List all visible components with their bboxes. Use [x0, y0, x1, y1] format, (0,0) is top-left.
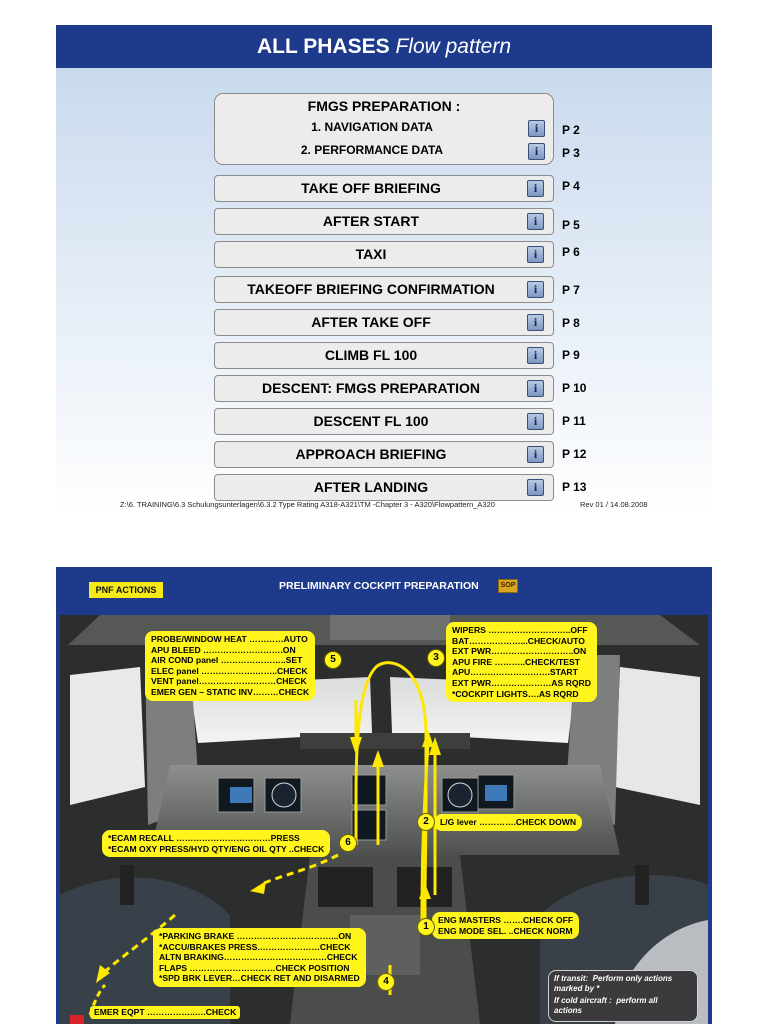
sop-icon[interactable]: SOP — [498, 579, 518, 593]
pnf-actions-badge: PNF ACTIONS — [89, 582, 163, 598]
page-ref: P 3 — [562, 146, 580, 160]
slide-title — [56, 25, 712, 68]
note-line: actions — [554, 1006, 583, 1015]
phase-label: AFTER TAKE OFF — [311, 314, 431, 330]
info-icon[interactable]: i — [527, 314, 544, 331]
cockpit-preparation-slide — [56, 567, 712, 1024]
info-icon[interactable]: i — [527, 413, 544, 430]
page-ref: P 2 — [562, 123, 580, 137]
phase-label: AFTER START — [322, 213, 420, 229]
page-ref: P 11 — [562, 414, 586, 428]
callout-step-1: ENG MASTERS …….CHECK OFF ENG MODE SEL. ..CHECK NORM — [432, 912, 579, 939]
step-number-6: 6 — [339, 834, 357, 852]
phase-label: TAKE OFF BRIEFING — [301, 180, 441, 196]
note-line: If transit: Perform only actions — [554, 974, 673, 983]
step-7-marker — [70, 1015, 84, 1024]
page-ref: P 13 — [562, 480, 587, 494]
info-icon[interactable]: i — [527, 246, 544, 263]
page-ref: P 6 — [562, 245, 580, 259]
phase-button-climb-fl-100[interactable] — [214, 342, 554, 369]
info-icon[interactable]: i — [527, 180, 544, 197]
step-number-1: 1 — [417, 918, 435, 936]
callout-step-7: EMER EQPT ……………..….CHECK — [90, 1006, 240, 1019]
performance-data-item[interactable]: 2. PERFORMANCE DATA — [300, 143, 444, 157]
phase-label: TAXI — [355, 246, 387, 262]
phase-button-descent-fmgs-preparation[interactable] — [214, 375, 554, 402]
phase-label: APPROACH BRIEFING — [295, 446, 447, 462]
info-icon[interactable]: i — [527, 479, 544, 496]
info-icon[interactable]: i — [528, 143, 545, 160]
page-ref: P 8 — [562, 316, 580, 330]
page-ref: P 12 — [562, 447, 587, 461]
phase-button-takeoff-briefing-confirmation[interactable] — [214, 276, 554, 303]
step-number-2: 2 — [417, 813, 435, 831]
footer-path: Z:\6. TRAINING\6.3 Schulungsunterlagen\6.3.2 Type Rating A318-A321\TM -Chapter 3 - A320\Flowpattern_A320 — [120, 500, 495, 509]
phase-button-take-off-briefing[interactable] — [214, 175, 554, 202]
page-ref: P 10 — [562, 381, 587, 395]
slide-header — [56, 567, 712, 611]
page-ref: P 5 — [562, 218, 580, 232]
phase-label: AFTER LANDING — [313, 479, 429, 495]
info-icon[interactable]: i — [527, 446, 544, 463]
title-bold: ALL PHASES — [256, 35, 390, 58]
phase-label: TAKEOFF BRIEFING CONFIRMATION — [247, 281, 495, 297]
phase-button-taxi[interactable] — [214, 241, 554, 268]
page-ref: P 7 — [562, 283, 580, 297]
fmgs-preparation-box — [214, 93, 554, 165]
phase-label: CLIMB FL 100 — [324, 347, 418, 363]
phase-button-after-take-off[interactable] — [214, 309, 554, 336]
callout-step-5: PROBE/WINDOW HEAT …………AUTO APU BLEED ……………………….ON AIR COND panel …………………..SET ELEC panel ……………….……..CHECK VENT panel………………………CHECK EMER GEN – STATIC INV………CHECK — [145, 631, 315, 701]
phase-label: DESCENT FL 100 — [313, 413, 429, 429]
info-icon[interactable]: i — [527, 281, 544, 298]
footer-revision: Rev 01 / 14.08.2008 — [580, 500, 648, 509]
info-icon[interactable]: i — [527, 380, 544, 397]
phase-button-approach-briefing[interactable] — [214, 441, 554, 468]
phase-label: DESCENT: FMGS PREPARATION — [261, 380, 481, 396]
page-ref: P 4 — [562, 179, 580, 193]
step-number-5: 5 — [324, 651, 342, 669]
phase-button-after-landing[interactable] — [214, 474, 554, 501]
info-icon[interactable]: i — [527, 213, 544, 230]
callout-step-4: *PARKING BRAKE ……………………………...ON *ACCU/BRAKES PRESS.…………………CHECK ALTN BRAKING………………………………CHECK FLAPS …………………………CHECK POSITION *SPD BRK LEVER…CHECK RET AND DISARMED — [153, 928, 366, 987]
phase-button-after-start[interactable] — [214, 208, 554, 235]
page-ref: P 9 — [562, 348, 580, 362]
flow-pattern-slide — [56, 25, 712, 517]
callout-step-2: L/G lever ………….CHECK DOWN — [434, 814, 582, 831]
title-italic: Flow pattern — [395, 35, 512, 58]
callout-step-3: WIPERS ………………………..OFF BAT………………...CHECK/AUTO EXT PWR………………………..ON APU FIRE ………..CHECK/TEST APU……………………….START EXT PWR…………………AS RQRD *COCKPIT LIGHTS….AS RQRD — [446, 622, 597, 702]
callout-step-6: *ECAM RECALL ……………………………PRESS *ECAM OXY PRESS/HYD QTY/ENG OIL QTY ..CHECK — [102, 830, 330, 857]
note-line: marked by * — [554, 984, 600, 993]
fmgs-preparation-title: FMGS PREPARATION : — [307, 98, 461, 114]
note-line: If cold aircraft : perform all — [554, 996, 658, 1005]
step-number-4: 4 — [377, 973, 395, 991]
info-icon[interactable]: i — [527, 347, 544, 364]
slide-title: PRELIMINARY COCKPIT PREPARATION — [279, 580, 479, 592]
info-icon[interactable]: i — [528, 120, 545, 137]
step-number-3: 3 — [427, 649, 445, 667]
navigation-data-item[interactable]: 1. NAVIGATION DATA — [311, 120, 433, 134]
transit-note — [548, 970, 698, 1022]
phase-button-descent-fl-100[interactable] — [214, 408, 554, 435]
